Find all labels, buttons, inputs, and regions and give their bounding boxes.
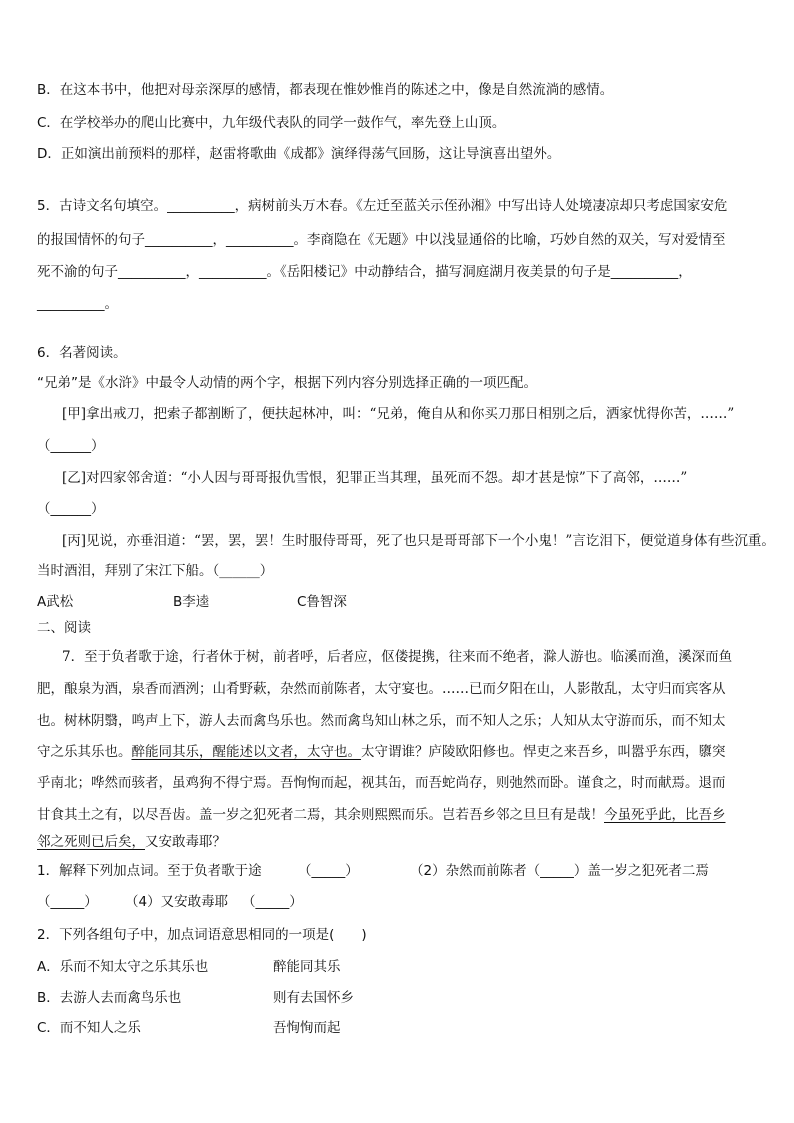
sub2-a-left: A．乐而不知太守之乐其乐也 bbox=[37, 959, 209, 975]
q7-passage-line-1: 7．至于负者歌于途，行者休于树，前者呼，后者应，伛偻提携，往来而不绝者，滁人游也。临溪而渔，溪深而鱼 bbox=[62, 649, 733, 665]
q7-text-segment: 又安敢毒耶？ bbox=[145, 834, 226, 850]
q6-option-a: A武松 bbox=[37, 594, 74, 610]
q6-intro: “兄弟”是《水浒》中最令人动情的两个字，根据下列内容分别选择正确的一项匹配。 bbox=[37, 375, 537, 391]
sub2-b-left: B．去游人去而禽鸟乐也 bbox=[37, 990, 182, 1006]
q7-passage-line-6 bbox=[37, 805, 762, 825]
sub2-c-left: C．而不知人之乐 bbox=[37, 1020, 141, 1036]
sub1-blank-4: （_____） bbox=[242, 894, 303, 910]
sub2-c-right: 吾恂恂而起 bbox=[273, 1020, 341, 1036]
q7-passage-line-4 bbox=[37, 742, 762, 762]
q5-line-4: __________。 bbox=[37, 296, 118, 312]
q6-option-c: C鲁智深 bbox=[297, 594, 347, 610]
section-2-title: 二、阅读 bbox=[37, 620, 91, 636]
sub1-part-4: （4）又安敢毒耶 bbox=[125, 894, 229, 910]
q7-text-segment: 甘食其土之有，以尽吾齿。盖一岁之犯死者二焉，其余则熙熙而乐。岂若吾乡邻之旦旦有是哉！ bbox=[37, 807, 604, 823]
q5-line-3: 死不渝的句子__________，__________。《岳阳楼记》中动静结合，描写洞庭湖月夜美景的句子是__________， bbox=[37, 264, 692, 280]
sub2-a-right: 醉能同其乐 bbox=[273, 959, 341, 975]
q6-jia-blank: （______） bbox=[37, 438, 105, 454]
q7-underlined-sentence-2: 醒能述以文者，太守也。 bbox=[212, 744, 361, 760]
q6-jia: [甲]拿出戒刀，把索子都割断了，便扶起林冲，叫：“兄弟，俺自从和你买刀那日相别之后，洒家忧得你苦，……” bbox=[62, 406, 735, 422]
q6-yi-blank: （______） bbox=[37, 501, 105, 517]
q5-line-2: 的报国情怀的句子__________，__________。李商隐在《无题》中以浅显通俗的比喻，巧妙自然的双关，写对爱情至 bbox=[37, 232, 726, 248]
sub1-label: 1．解释下列加点词。至于负者歌于途 bbox=[37, 863, 262, 879]
q5-line-1: 5．古诗文名句填空。__________，病树前头万木春。《左迁至蓝关示侄孙湘》中写出诗人处境凄凉却只考虑国家安危 bbox=[37, 198, 728, 214]
sub1-blank-1: （_____） bbox=[298, 863, 359, 879]
q6-yi: [乙]对四家邻舍道：“小人因与哥哥报仇雪恨，犯罪正当其理，虽死而不怨。却才甚是惊”下了高邻，……” bbox=[62, 470, 688, 486]
sub2-label: 2．下列各组句子中，加点词语意思相同的一项是( ) bbox=[37, 927, 367, 943]
sub1-blank-3: （_____） bbox=[37, 894, 98, 910]
q6-option-b: B李逵 bbox=[173, 594, 210, 610]
q4-option-c: C．在学校举办的爬山比赛中，九年级代表队的同学一鼓作气，率先登上山顶。 bbox=[37, 115, 506, 131]
q7-passage-line-3: 也。树林阴翳，鸣声上下，游人去而禽鸟乐也。然而禽鸟知山林之乐，而不知人之乐；人知从太守游而乐，而不知太 bbox=[37, 713, 726, 729]
q6-bing-1: [丙]见说，亦垂泪道：“罢，罢，罢！生时服侍哥哥，死了也只是哥哥部下一个小鬼！”言讫泪下，便觉道身体有些沉重。 bbox=[62, 533, 775, 549]
q7-text-segment: 守之乐其乐也。 bbox=[37, 744, 132, 760]
q7-passage-line-7 bbox=[37, 832, 762, 852]
q7-underlined-sentence-3: 今虽死乎此，比吾乡 bbox=[604, 807, 726, 823]
q7-underlined-sentence-1: 醉能同其乐， bbox=[131, 744, 213, 760]
q7-text-segment: 太守谓谁？庐陵欧阳修也。悍吏之来吾乡，叫嚣乎东西，隳突 bbox=[361, 744, 726, 760]
sub2-b-right: 则有去国怀乡 bbox=[273, 990, 354, 1006]
q4-option-d: D．正如演出前预料的那样，赵雷将歌曲《成都》演绎得荡气回肠，这让导演喜出望外。 bbox=[37, 146, 561, 162]
q6-bing-2: 当时酒泪，拜别了宋江下船。（______） bbox=[37, 563, 274, 579]
q7-passage-line-2: 肥，酿泉为酒，泉香而酒洌；山肴野蔌，杂然而前陈者，太守宴也。……已而夕阳在山，人影散乱，太守归而宾客从 bbox=[37, 681, 726, 697]
q6-title: 6．名著阅读。 bbox=[37, 345, 127, 361]
q4-option-b: B．在这本书中，他把对母亲深厚的感情，都表现在惟妙惟肖的陈述之中，像是自然流淌的感情。 bbox=[37, 82, 614, 98]
q7-underlined-sentence-3-cont: 邻之死则已后矣， bbox=[37, 834, 145, 850]
q7-passage-line-5: 乎南北；哗然而骇者，虽鸡狗不得宁焉。吾恂恂而起，视其缶，而吾蛇尚存，则弛然而卧。谨食之，时而献焉。退而 bbox=[37, 775, 726, 791]
sub1-part-2: （2）杂然而前陈者（_____）盖一岁之犯死者二焉 bbox=[410, 863, 709, 879]
